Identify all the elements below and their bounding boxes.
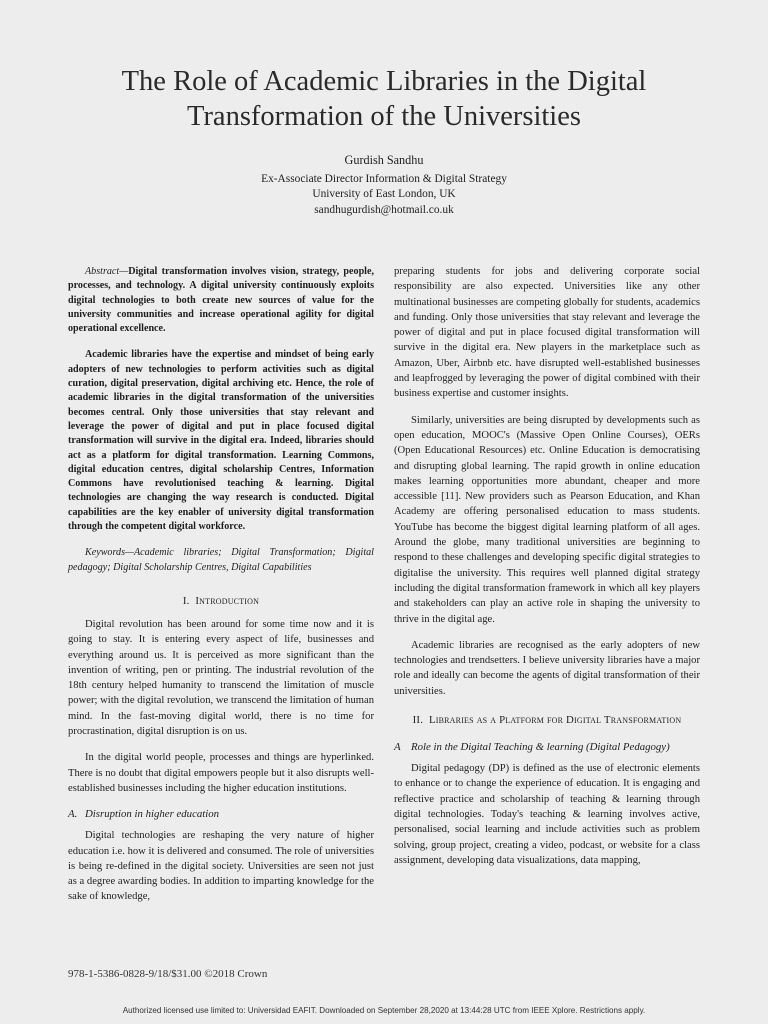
section-heading-introduction [68,594,374,609]
section-heading-libraries-platform [394,713,700,728]
section-number: II. [412,714,424,727]
keywords: Keywords—Academic libraries; Digital Transformation; Digital pedagogy; Digital Scholarship Centres, Digital Capabilities [68,547,374,573]
disruption-paragraph: Digital technologies are reshaping the very nature of higher education i.e. how it is delivered and consumed. The role of universities is being re-defined in the digital society. Universities are seen not just as a degree awarding bodies. In addition to imparting knowledge for the sake of knowledge, [68,830,374,903]
subsection-title: Disruption in higher education [85,808,220,821]
author-block [184,153,584,218]
abstract-paragraph-2: Academic libraries have the expertise and mindset of being early adopters of new technologies to perform activities such as digital curation, digital preservation, digital archiving etc. Hence, the role of academic libraries in the digital transformation of the universities becomes central. Only those universities that stay relevant and leverage the power of digital and put in place focused digital transformation will survive in the digital era. Indeed, libraries should act as a platform for digital transformation. Learning Commons, digital education centres, digital scholarship Centres, Information Commons have revolutionised teaching & learning. Digital technologies are changing the way research is conducted. Digital capabilities are the key enabler of university digital transformation through the competent digital workforce. [68,349,374,533]
subsection-label: A. [68,808,78,821]
left-column [68,265,374,916]
pedagogy-paragraph: Digital pedagogy (DP) is defined as the use of electronic elements to enhance or to change the experience of education. It is engaging and reflective practice and scholarship of teaching & learning through digital technologies. Today's teaching & learning involves active, personalised, social learning and include activities such as problem solving, group project, creating a video, podcast, or website for a class assignment, developing data visualizations, data mapping, [394,763,700,866]
continued-paragraph: preparing students for jobs and delivering corporate social responsibility are also expected. Universities like any other multinational businesses are competing globally for students, academics and funding. Only those universities that stay relevant and leverage the power of digital and put in place focused digital transformation will survive in the digital era. New players in the marketplace such as Amazon, Uber, Airbnb etc. have disrupted well-established businesses and leapfrogged by leveraging the power of digital combined with their business expertise and customer insights. [394,266,700,400]
right-column [394,264,700,879]
subsection-heading-digital-pedagogy [394,740,700,755]
author-institution: University of East London, UK [312,188,456,201]
subsection-title: Role in the Digital Teaching & learning (Digital Pedagogy) [411,741,670,754]
license-footer: Authorized licensed use limited to: Universidad EAFIT. Downloaded on September 28,2020 at 13:44:28 UTC from IEEE Xplore. Restrictions apply. [122,1006,646,1015]
paper-title: The Role of Academic Libraries in the Digital Transformation of the Universities [121,66,647,132]
abstract-paragraph-1 [68,265,374,336]
author-name: Gurdish Sandhu [344,153,424,167]
author-email: sandhugurdish@hotmail.co.uk [314,203,454,216]
author-affiliation: Ex-Associate Director Information & Digital Strategy [261,172,507,185]
similarly-paragraph: Similarly, universities are being disrupted by developments such as open education, MOOC's (Massive Open Online Courses), OERs (Open Educational Resources) etc. Online Education is democratising and disrupting global learning. The rapid growth in online education makes learning opportunities more abundant, cheaper and more accessible [11]. New providers such as Pearson Education, and Khan Academy are offering personalised education to mass students. YouTube has become the biggest digital learning platform of all ages. Around the globe, many traditional universities are beginning to respond to these challenges and developing specific digital strategies to digitalise the university. This requires well planned digital strategy including the digital transformation framework in which all key players and stakeholders can play an active role in shaping the university to thrive in the digital age. [394,414,700,625]
intro-paragraph-1: Digital revolution has been around for some time now and it is going to stay. It is entering every aspect of life, businesses and everything around us. It is perceived as more significant than the invention of writing, pen or printing. The industrial revolution of the 18th century helped humanity to transcend the limitation of muscle power; with the digital revolution, we transcend the limitation of human mind. In the fast-moving digital world, there is no time for procrastination, digital disruption is on us. [68,618,374,738]
section-number: I. [182,594,190,607]
subsection-label: A [394,741,401,754]
libraries-paragraph: Academic libraries are recognised as the early adopters of new technologies and trendsetters. I believe university libraries have a major role and ideally can become the agents of digital transformation of their universities. [394,639,700,697]
isbn-footer: 978-1-5386-0828-9/18/$31.00 ©2018 Crown [68,968,268,980]
abstract-lead: Abstract— [85,266,129,277]
subsection-heading-disruption [68,807,374,822]
abstract-text-1: Digital transformation involves vision, strategy, people, processes, and technology. A digital university continuously exploits digital technologies to both create new sources of value for the university communities and increase operational agility for digital operational excellence. [68,266,374,335]
section-title: Libraries as a Platform for Digital Transformation [428,714,682,727]
intro-paragraph-2: In the digital world people, processes and things are hyperlinked. There is no doubt that digital empowers people but it also disrupts well-established businesses including the higher education institutions. [68,752,374,794]
section-title: Introduction [195,594,260,607]
